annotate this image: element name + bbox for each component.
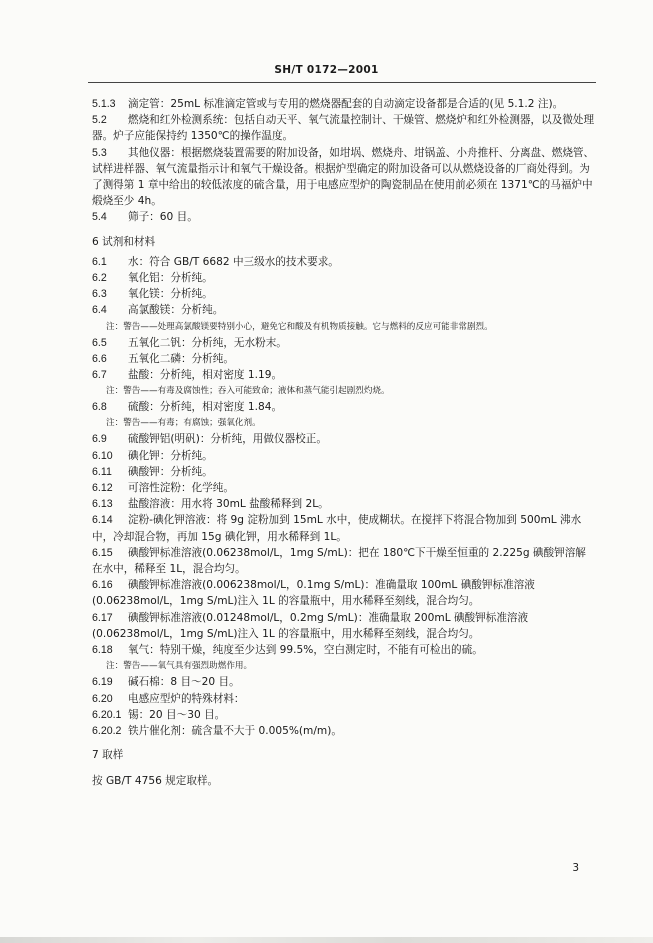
page-number: 3 — [572, 862, 579, 874]
header-rule — [88, 82, 596, 83]
warning-note: 注：警告——处理高氯酸镁要特别小心，避免它和酸及有机物质接触。它与燃料的反应可能非常剧烈。 — [106, 321, 493, 332]
warning-note: 注：警告——氧气具有强烈助燃作用。 — [106, 661, 253, 672]
clause-item: 6.2 氧化铝：分析纯。 — [92, 272, 213, 285]
section-6-title: 6 试剂和材料 — [92, 235, 156, 248]
warning-note: 注：警告——有毒；有腐蚀；强氧化剂。 — [106, 418, 261, 429]
clause-item: 6.4 高氯酸镁：分析纯。 — [92, 304, 224, 317]
document-body — [92, 96, 596, 790]
scan-edge — [0, 937, 653, 943]
clause-item: 5.1.3 滴定管：25mL 标准滴定管或与专用的燃烧器配套的自动滴定设备都是合适的(见 5.1.2 注)。 — [92, 98, 564, 110]
clause-item: 6.18 氧气：特别干燥，纯度至少达到 99.5%，空白测定时，不能有可检出的硫。 — [92, 644, 483, 657]
warning-note: 注：警告——有毒及腐蚀性；吞入可能致命；液体和蒸气能引起剧烈灼烧。 — [106, 386, 390, 397]
clause-item: 6.12 可溶性淀粉：化学纯。 — [92, 482, 234, 495]
clause-item: 6.9 硫酸钾铝(明矾)：分析纯，用做仪器校正。 — [92, 433, 327, 446]
clause-item: 6.19 碱石棉：8 目～20 目。 — [92, 676, 240, 689]
clause-item: 5.3 其他仪器：根据燃烧装置需要的附加设备，如坩埚、燃烧舟、坩锅盖、小舟推杆、分离盘、燃烧管、试样进样器、氧气流量指示计和氧气干燥设备。根据炉型确定的附加设备可以从燃烧设备的厂商处得到。为了测得第 1 章中给出的较低浓度的硫含量，用于电感应型炉的陶瓷制品在使用前必须在 1371℃的马福炉中煅烧至少 4h。 — [92, 146, 595, 208]
clause-item: 6.16 碘酸钾标准溶液(0.006238mol/L，0.1mg S/mL)：准确量取 100mL 碘酸钾标准溶液(0.06238mol/L，1mg S/mL)注入 1L 的容量瓶中，用水稀释至刻线，混合均匀。 — [92, 579, 535, 608]
section-7-title: 7 取样 — [92, 749, 124, 762]
clause-item: 6.10 碘化钾：分析纯。 — [92, 449, 213, 462]
sampling-text: 按 GB/T 4756 规定取样。 — [92, 775, 219, 788]
page-header: SH/T 0172—2001 — [274, 64, 379, 76]
clause-item: 6.11 碘酸钾：分析纯。 — [92, 465, 213, 478]
clause-item: 6.5 五氧化二钒：分析纯，无水粉末。 — [92, 336, 287, 349]
clause-item: 5.2 燃烧和红外检测系统：包括自动天平、氧气流量控制计、干燥管、燃烧炉和红外检测器，以及微处理器。炉子应能保持约 1350℃的操作温度。 — [92, 114, 595, 143]
clause-item: 6.8 硫酸：分析纯，相对密度 1.84。 — [92, 401, 283, 414]
clause-item: 6.20.2 铁片催化剂：硫含量不大于 0.005%(m/m)。 — [92, 724, 342, 737]
clause-item: 6.20 电感应型炉的特殊材料： — [92, 692, 245, 705]
clause-item: 6.6 五氧化二磷：分析纯。 — [92, 352, 234, 365]
clause-item: 6.1 水：符合 GB/T 6682 中三级水的技术要求。 — [92, 255, 339, 268]
clause-item: 5.4 筛子：60 目。 — [92, 211, 198, 224]
clause-item: 6.17 碘酸钾标准溶液(0.01248mol/L，0.2mg S/mL)：准确量取 200mL 碘酸钾标准溶液(0.06238mol/L，1mg S/mL)注入 1L 的容量瓶中，用水稀释至刻线，混合均匀。 — [92, 611, 529, 640]
clause-item: 6.7 盐酸：分析纯，相对密度 1.19。 — [92, 369, 283, 382]
clause-item: 6.15 碘酸钾标准溶液(0.06238mol/L，1mg S/mL)：把在 180℃下干燥至恒重的 2.225g 碘酸钾溶解在水中，稀释至 1L，混合均匀。 — [92, 546, 586, 576]
clause-item: 6.3 氧化镁：分析纯。 — [92, 288, 213, 301]
clause-item: 6.14 淀粉-碘化钾溶液：将 9g 淀粉加到 15mL 水中，使成糊状。在搅拌下将混合物加到 500mL 沸水中，冷却混合物，再加 15g 碘化钾，用水稀释到 1L。 — [92, 514, 582, 543]
clause-item: 6.13 盐酸溶液：用水将 30mL 盐酸稀释到 2L。 — [92, 498, 329, 511]
clause-item: 6.20.1 锡：20 目～30 目。 — [92, 708, 226, 721]
